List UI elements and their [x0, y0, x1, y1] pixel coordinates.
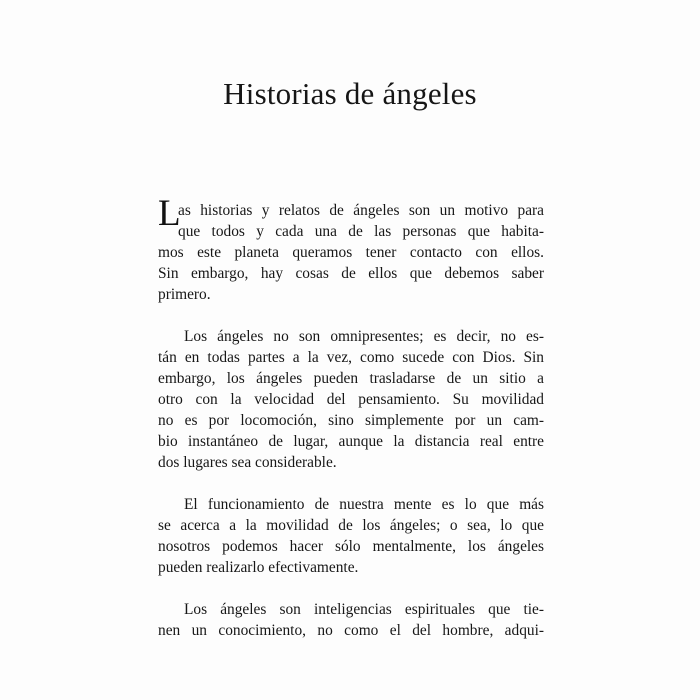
paragraph-line: que todos y cada una de las personas que habita- [178, 223, 544, 240]
paragraph-line: El funcionamiento de nuestra mente es lo que más [184, 496, 544, 513]
paragraph-line: dos lugares sea considerable. [158, 454, 337, 471]
paragraph-gap [158, 473, 544, 494]
paragraph-line: no es por locomoción, sino simplemente por un cam- [158, 412, 544, 429]
paragraph-line: Los ángeles no son omnipresentes; es decir, no es- [184, 328, 544, 345]
paragraph-1 [158, 193, 544, 305]
paragraph-line: embargo, los ángeles pueden trasladarse de un sitio a [158, 370, 544, 387]
paragraph-line: primero. [158, 286, 211, 303]
paragraph-line: pueden realizarlo efectivamente. [158, 559, 359, 576]
paragraph-2 [158, 326, 544, 473]
drop-cap-letter: L [158, 193, 181, 234]
paragraph-line: otro con la velocidad del pensamiento. Su movilidad [158, 391, 544, 408]
paragraph-line: Sin embargo, hay cosas de ellos que debemos saber [158, 265, 544, 282]
paragraph-line: Los ángeles son inteligencias espirituales que tie- [184, 601, 544, 618]
chapter-body [158, 193, 544, 641]
chapter-title: Historias de ángeles [223, 76, 477, 111]
paragraph-gap [158, 578, 544, 599]
paragraph-line: nen un conocimiento, no como el del hombre, adqui- [158, 622, 544, 639]
paragraph-4 [158, 599, 544, 641]
paragraph-line: nosotros podemos hacer sólo mentalmente, los ángeles [158, 538, 544, 555]
paragraph-line-text: as historias y relatos de ángeles son un motivo para [178, 202, 544, 219]
paragraph-line: mos este planeta queramos tener contacto con ellos. [158, 244, 544, 261]
paragraph-line: tán en todas partes a la vez, como sucede con Dios. Sin [158, 349, 544, 366]
paragraph-line: se acerca a la movilidad de los ángeles; o sea, lo que [158, 517, 544, 534]
paragraph-gap [158, 305, 544, 326]
paragraph-3 [158, 494, 544, 578]
paragraph-line: bio instantáneo de lugar, aunque la distancia real entre [158, 433, 544, 450]
